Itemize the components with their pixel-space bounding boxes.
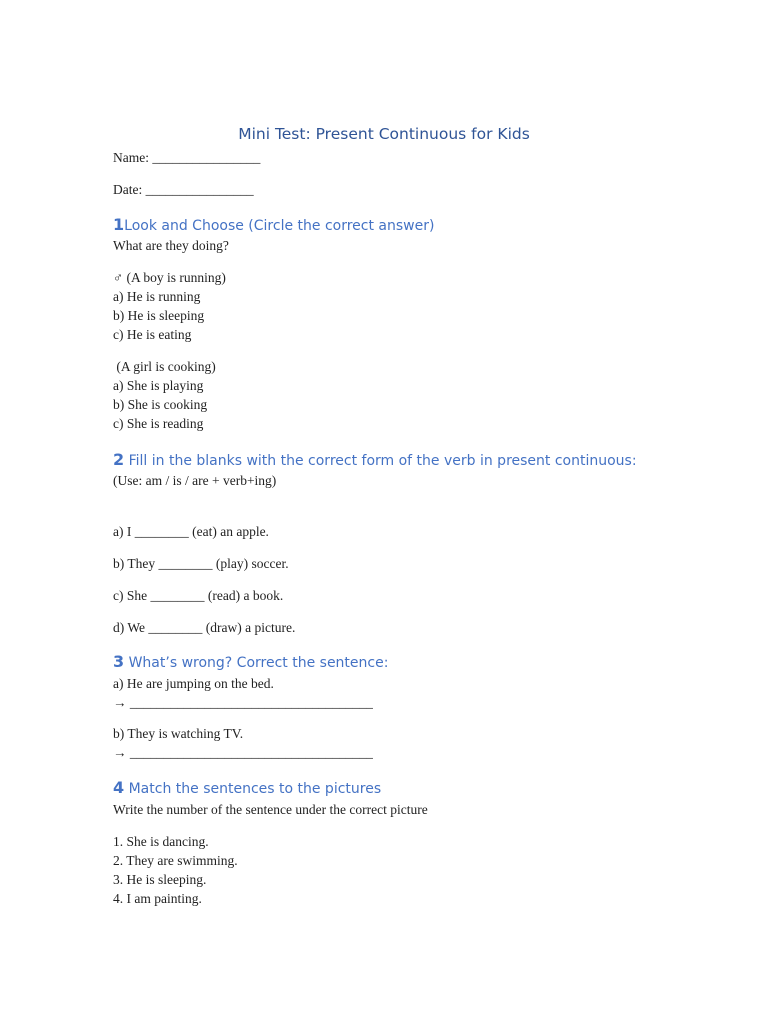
section-title: Look and Choose (Circle the correct answer) (124, 218, 435, 234)
answer-option: c) She is reading (113, 416, 204, 431)
correction-line: → ____________________________________ (113, 745, 373, 760)
section-number: 4 (113, 778, 125, 797)
wrong-sentence: b) They is watching TV. (113, 726, 244, 741)
section-1-heading (113, 215, 434, 234)
match-item: 4. I am painting. (113, 891, 202, 906)
fill-blank-item: d) We ________ (draw) a picture. (113, 620, 296, 635)
section-4-instruction: Write the number of the sentence under the correct picture (113, 802, 428, 817)
fill-blank-item: c) She ________ (read) a book. (113, 588, 284, 603)
section-number: 1 (113, 215, 125, 234)
page-title: Mini Test: Present Continuous for Kids (238, 125, 530, 143)
section-number: 3 (113, 652, 125, 671)
question-cue: ♂ (A boy is running) (113, 270, 226, 285)
date-field: Date: ________________ (113, 182, 254, 197)
section-number: 2 (113, 450, 125, 469)
answer-option: b) He is sleeping (113, 308, 205, 323)
correction-line: → ____________________________________ (113, 695, 373, 710)
section-2-heading (113, 450, 637, 469)
section-2-hint: (Use: am / is / are + verb+ing) (113, 473, 277, 488)
match-item: 1. She is dancing. (113, 834, 209, 849)
name-field: Name: ________________ (113, 150, 261, 165)
section-1-prompt: What are they doing? (113, 238, 229, 253)
match-item: 2. They are swimming. (113, 853, 238, 868)
section-4-heading (113, 778, 381, 797)
wrong-sentence: a) He are jumping on the bed. (113, 676, 274, 691)
section-title: What’s wrong? Correct the sentence: (128, 655, 389, 671)
section-title: Fill in the blanks with the correct form of the verb in present continuous: (128, 453, 637, 469)
fill-blank-item: b) They ________ (play) soccer. (113, 556, 289, 571)
section-title: Match the sentences to the pictures (128, 781, 382, 797)
match-item: 3. He is sleeping. (113, 872, 207, 887)
answer-option: a) She is playing (113, 378, 204, 393)
answer-option: a) He is running (113, 289, 201, 304)
question-cue: (A girl is cooking) (113, 359, 216, 374)
section-3-heading (113, 652, 388, 671)
answer-option: c) He is eating (113, 327, 192, 342)
answer-option: b) She is cooking (113, 397, 208, 412)
fill-blank-item: a) I ________ (eat) an apple. (113, 524, 269, 539)
